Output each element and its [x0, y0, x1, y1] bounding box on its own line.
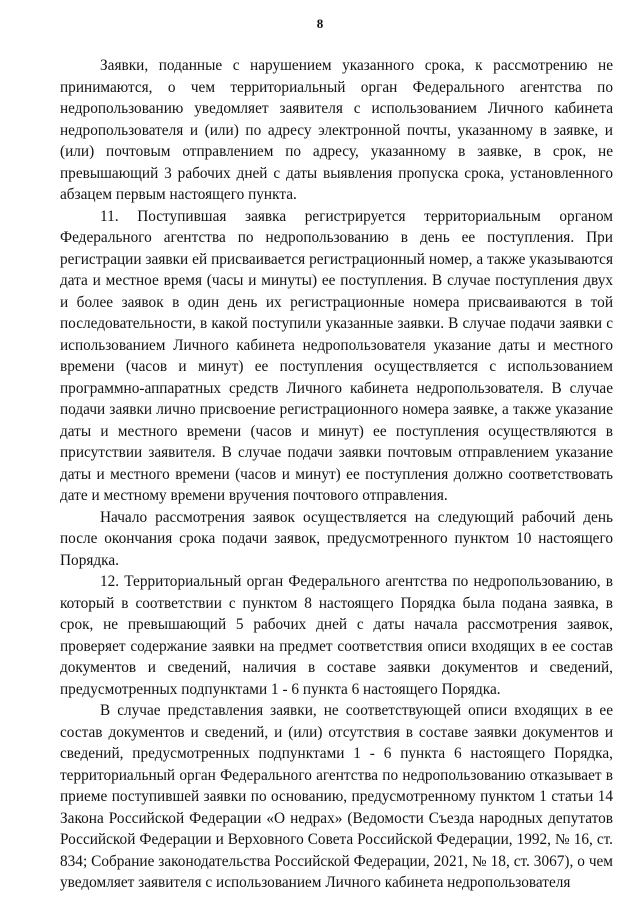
document-body	[60, 55, 613, 894]
paragraph-item-12-verification: 12. Территориальный орган Федерального агентства по недропользованию, в который в соответствии с пунктом 8 настоящего Порядка была подана заявка, в срок, не превышающий 5 рабочих дней с даты начала рассмотрения заявок, проверяет содержание заявки на предмет соответствия описи входящих в ее состав документов и сведений, наличия в составе заявки документов и сведений, предусмотренных подпунктами 1 - 6 пункта 6 настоящего Порядка.	[60, 573, 613, 698]
paragraph-review-start: Начало рассмотрения заявок осуществляется на следующий рабочий день после окончания срока подачи заявок, предусмотренного пунктом 10 настоящего Порядка.	[60, 508, 613, 569]
page-number: 8	[316, 16, 324, 31]
paragraph-late-applications: Заявки, поданные с нарушением указанного срока, к рассмотрению не принимаются, о чем территориальный орган Федерального агентства по недропользованию уведомляет заявителя с использованием Личного кабинета недропользователя и (или) по адресу электронной почты, указанному в заявке, и (или) почтовым отправлением по адресу, указанному в заявке, в срок, не превышающий 3 рабочих дней с даты выявления пропуска срока, установленного абзацем первым настоящего пункта.	[60, 57, 613, 203]
paragraph-item-11-registration: 11. Поступившая заявка регистрируется территориальным органом Федерального агентства по недропользованию в день ее поступления. При регистрации заявки ей присваивается регистрационный номер, а также указываются дата и местное время (часы и минуты) ее поступления. В случае поступления двух и более заявок в один день их регистрационные номера присваиваются в той последовательности, в какой поступили указанные заявки. В случае подачи заявки с использованием Личного кабинета недропользователя указание даты и местного времени (часов и минут) ее поступления осуществляется с использованием программно-аппаратных средств Личного кабинета недропользователя. В случае подачи заявки лично присвоение регистрационного номера заявке, а также указание даты и местного времени (часов и минут) ее поступления осуществляются в присутствии заявителя. В случае подачи заявки почтовым отправлением указание даты и местного времени (часов и минут) ее поступления должно соответствовать дате и местному времени вручения почтового отправления.	[60, 207, 613, 504]
paragraph-rejection-grounds: В случае представления заявки, не соответствующей описи входящих в ее состав документов и сведений, и (или) отсутствия в составе заявки документов и сведений, предусмотренных подпунктами 1 - 6 пункта 6 настоящего Порядка, территориальный орган Федерального агентства по недропользованию отказывает в приеме поступившей заявки по основанию, предусмотренному пунктом 1 статьи 14 Закона Российской Федерации «О недрах» (Ведомости Съезда народных депутатов Российской Федерации и Верховного Совета Российской Федерации, 1992, № 16, ст. 834; Собрание законодательства Российской Федерации, 2021, № 18, ст. 3067), о чем уведомляет заявителя с использованием Личного кабинета недропользователя	[60, 702, 613, 891]
